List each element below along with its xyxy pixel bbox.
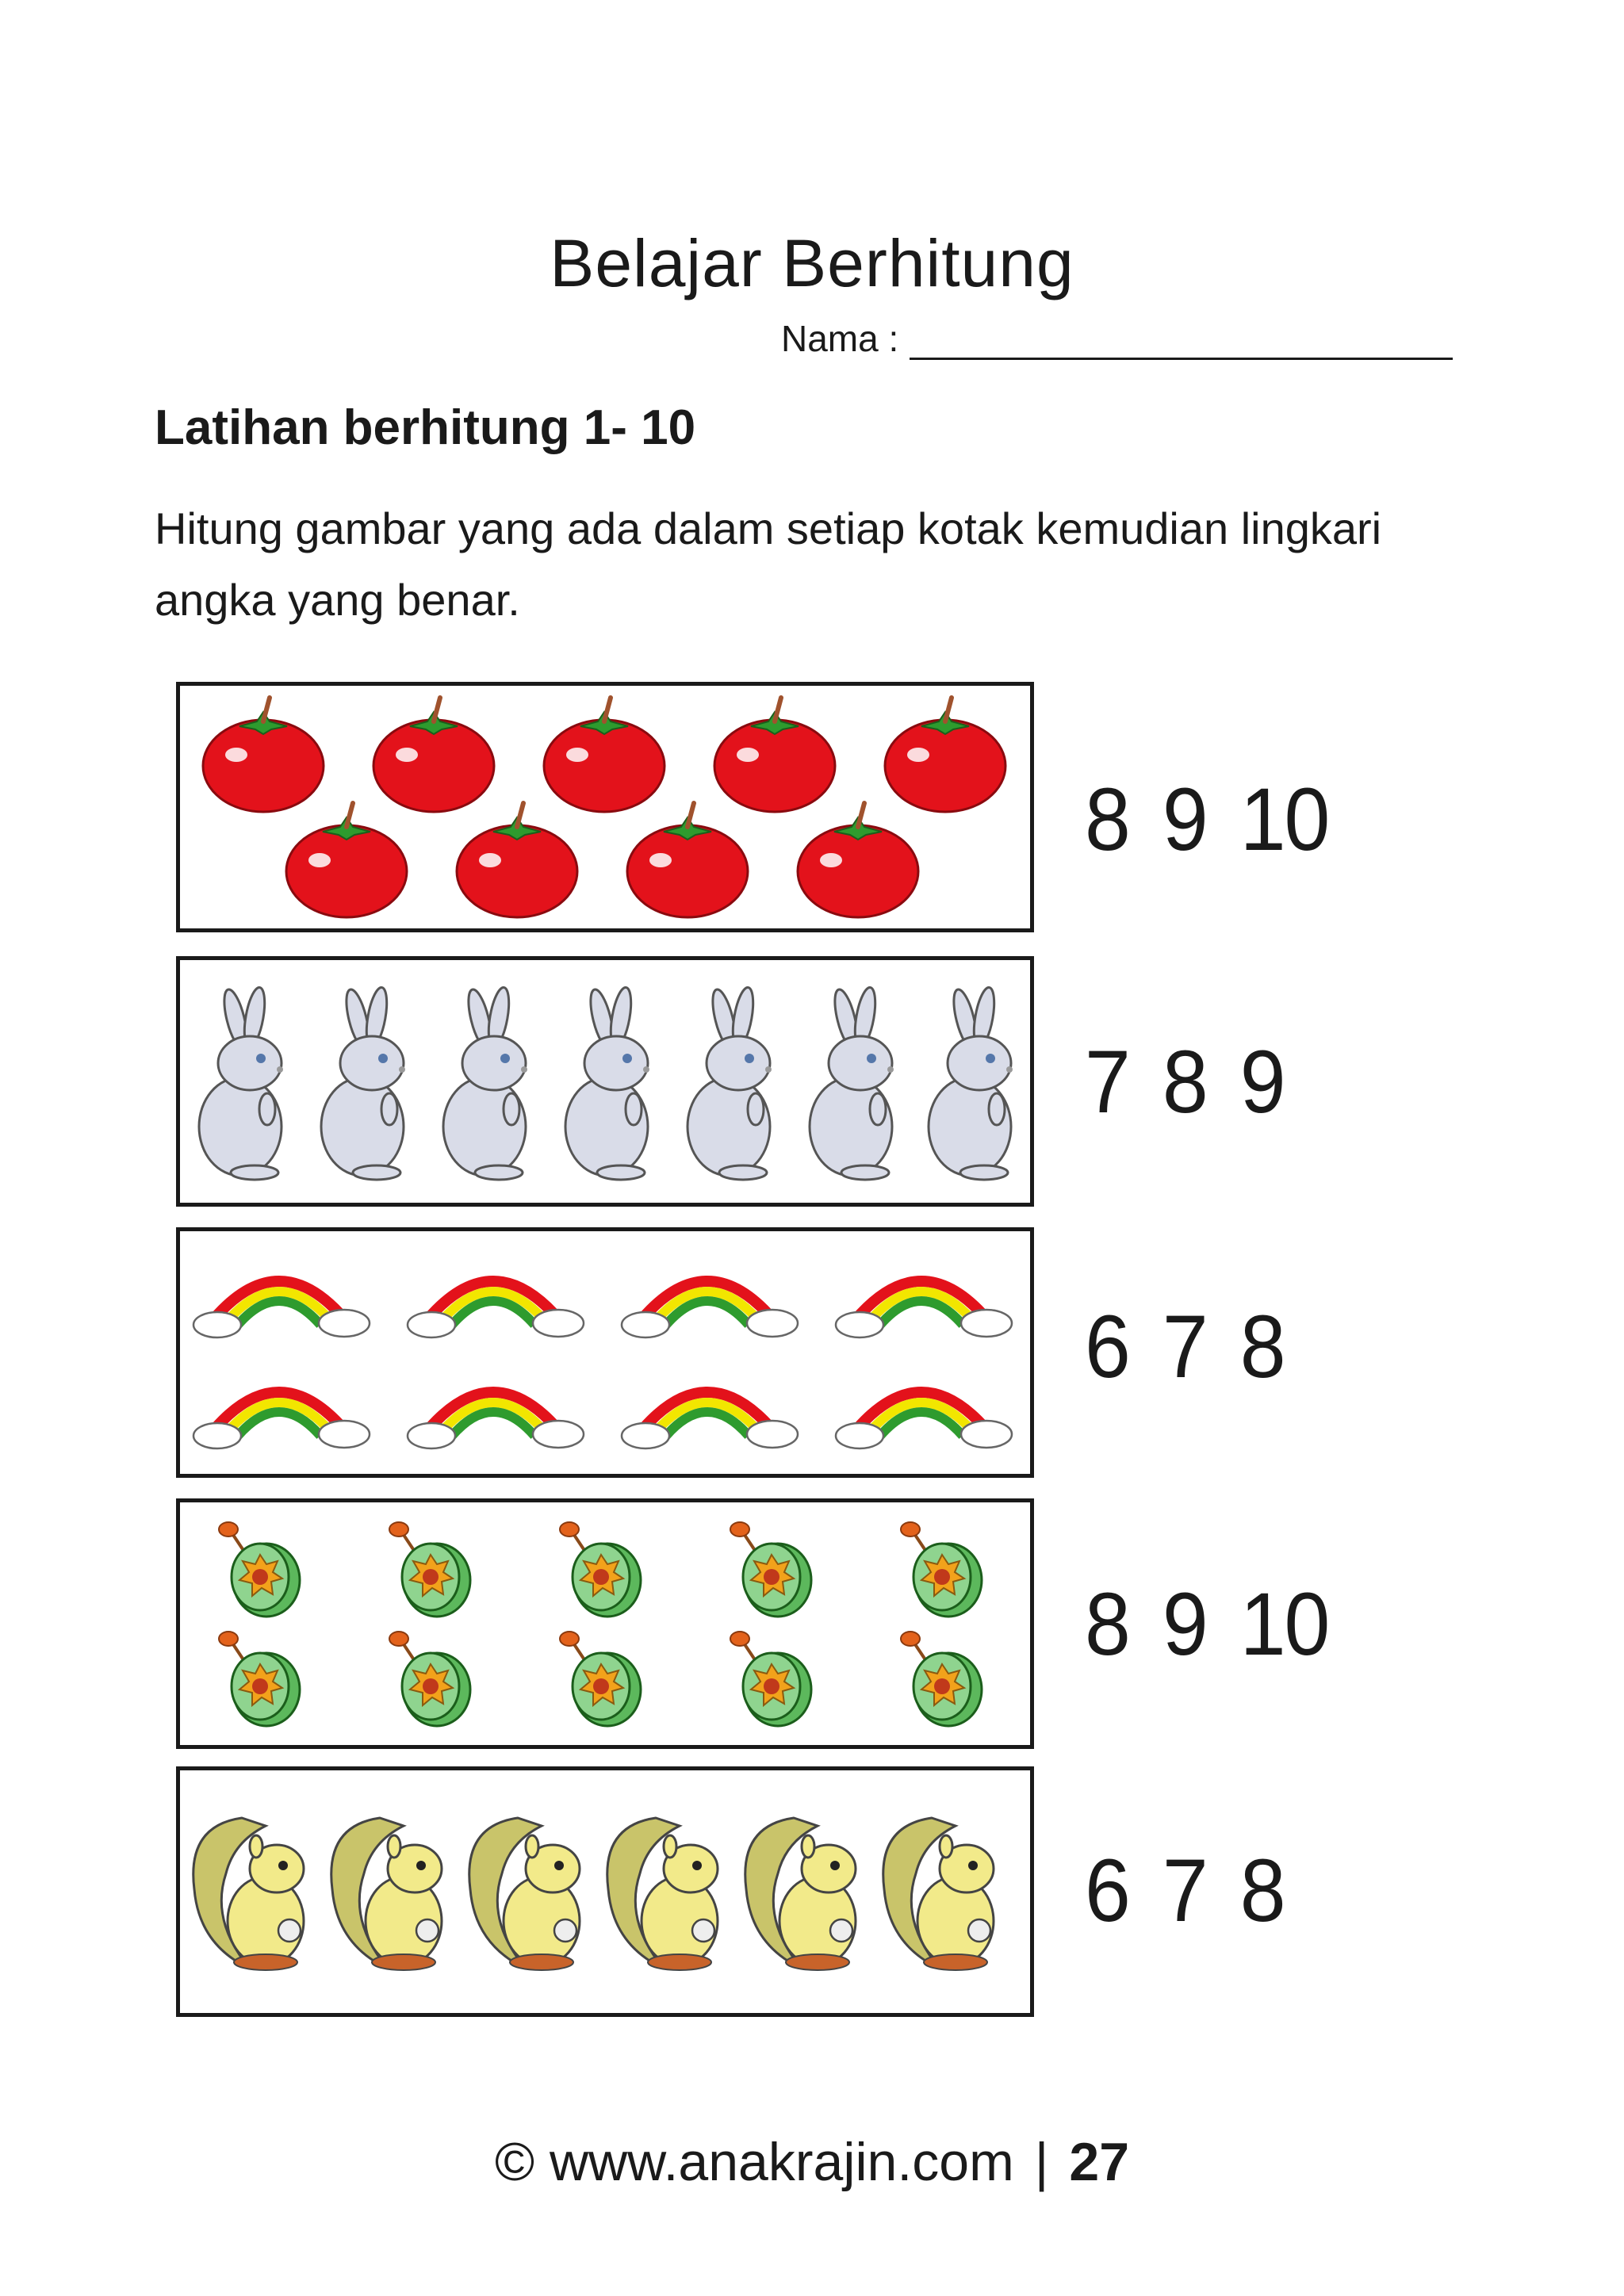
squirrel-icon: [193, 1818, 304, 1970]
answer-choice[interactable]: 9: [1162, 1575, 1207, 1674]
squirrel-icon: [607, 1818, 718, 1970]
squirrel-icon: [469, 1818, 580, 1970]
counting-box-tomato: [176, 682, 1034, 932]
answer-choice[interactable]: 6: [1085, 1841, 1129, 1941]
page-number: 27: [1069, 2132, 1130, 2192]
name-label: Nama :: [781, 318, 899, 359]
rainbow-icon: [836, 1392, 1012, 1448]
squirrel-icon: [331, 1818, 442, 1970]
rabbit-icon: [321, 986, 405, 1180]
yoyo-icon: [219, 1632, 300, 1726]
tomato-icon: [203, 698, 324, 812]
name-field: [781, 317, 1453, 360]
tomato-icon: [544, 698, 665, 812]
yoyo-icon: [560, 1632, 641, 1726]
rainbow-icon: [836, 1281, 1012, 1337]
answer-choice[interactable]: 6: [1085, 1297, 1129, 1397]
page-footer: [0, 2131, 1624, 2193]
yoyo-icon: [730, 1522, 811, 1617]
answer-choices-2: [1085, 1031, 1285, 1134]
squirrel-group: [180, 1770, 1030, 2013]
rainbow-icon: [622, 1392, 798, 1448]
squirrel-icon: [883, 1818, 994, 1970]
rabbit-icon: [688, 986, 772, 1180]
rabbit-icon: [443, 986, 527, 1180]
rainbow-icon: [193, 1392, 370, 1448]
answer-choice[interactable]: 8: [1239, 1841, 1285, 1941]
counting-box-rabbit: [176, 956, 1034, 1207]
answer-choice[interactable]: 8: [1085, 770, 1129, 870]
rabbit-icon: [929, 986, 1013, 1180]
footer-copyright: © www.anakrajin.com: [494, 2132, 1014, 2192]
rainbow-icon: [408, 1281, 584, 1337]
answer-choice[interactable]: 7: [1162, 1297, 1207, 1397]
answer-choice[interactable]: 8: [1085, 1575, 1129, 1674]
tomato-group: [180, 686, 1030, 928]
answer-choice[interactable]: 10: [1239, 770, 1329, 870]
tomato-icon: [798, 803, 918, 917]
counting-box-squirrel: [176, 1766, 1034, 2017]
yoyo-icon: [901, 1632, 982, 1726]
answer-choice[interactable]: 9: [1239, 1032, 1285, 1132]
tomato-icon: [457, 803, 577, 917]
yoyo-icon: [901, 1522, 982, 1617]
exercise-heading: Latihan berhitung 1- 10: [155, 400, 696, 455]
yoyo-icon: [730, 1632, 811, 1726]
rabbit-group: [180, 960, 1030, 1203]
rainbow-icon: [408, 1392, 584, 1448]
tomato-icon: [885, 698, 1005, 812]
squirrel-icon: [745, 1818, 856, 1970]
answer-choices-3: [1085, 1296, 1285, 1399]
rainbow-group: [180, 1231, 1030, 1474]
yoyo-group: [180, 1502, 1030, 1745]
rabbit-icon: [199, 986, 283, 1180]
name-input-line[interactable]: [910, 323, 1453, 360]
yoyo-icon: [219, 1522, 300, 1617]
counting-box-yoyo: [176, 1498, 1034, 1749]
tomato-icon: [286, 803, 407, 917]
rainbow-icon: [193, 1281, 370, 1337]
answer-choices-1: [1085, 769, 1328, 871]
yoyo-icon: [560, 1522, 641, 1617]
tomato-icon: [627, 803, 748, 917]
rainbow-icon: [622, 1281, 798, 1337]
footer-separator: |: [1034, 2132, 1049, 2192]
exercise-instruction: Hitung gambar yang ada dalam setiap kotak kemudian lingkari angka yang benar.: [155, 503, 1382, 625]
answer-choice[interactable]: 9: [1162, 770, 1207, 870]
answer-choice[interactable]: 7: [1085, 1032, 1129, 1132]
yoyo-icon: [389, 1522, 470, 1617]
tomato-icon: [373, 698, 494, 812]
yoyo-icon: [389, 1632, 470, 1726]
tomato-icon: [714, 698, 835, 812]
answer-choice[interactable]: 8: [1162, 1032, 1207, 1132]
page-title: Belajar Berhitung: [550, 226, 1074, 301]
answer-choice[interactable]: 8: [1239, 1297, 1285, 1397]
answer-choice[interactable]: 10: [1239, 1575, 1329, 1674]
answer-choices-5: [1085, 1840, 1285, 1942]
rabbit-icon: [565, 986, 649, 1180]
counting-box-rainbow: [176, 1227, 1034, 1478]
answer-choice[interactable]: 7: [1162, 1841, 1207, 1941]
rabbit-icon: [810, 986, 894, 1180]
answer-choices-4: [1085, 1574, 1328, 1676]
